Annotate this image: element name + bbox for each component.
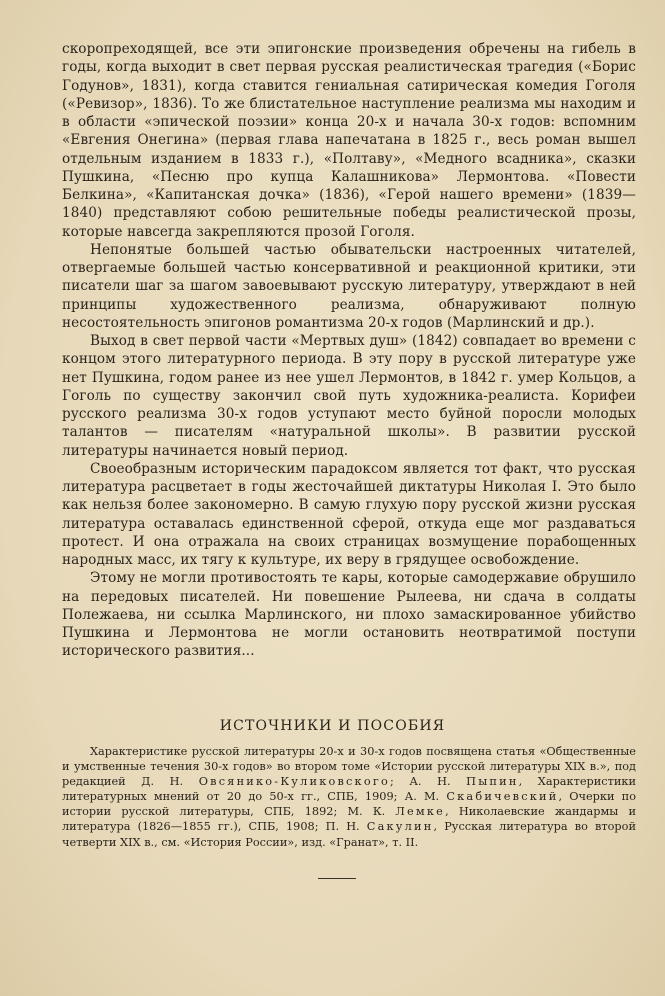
sources-paragraph (62, 744, 636, 850)
author-name: Овсянико-Куликовского (198, 775, 390, 789)
body-text (62, 40, 636, 661)
paragraph-2: Непонятые большей частью обывательски настроенных читателей, отвергаемые большей частью консервативной и реакционной критики, эти писатели шаг за шагом завоевывают русскую литературу, утверждают в ней принципы художественного реализма, обнаруживают полную несостоятельность эпигонов романтизма 20-х годов (Марлинский и др.). (62, 241, 636, 331)
author-name: Скабичевский (446, 790, 559, 804)
paragraph-4: Своеобразным историческим парадоксом является тот факт, что русская литература расцветает в годы жесточайшей диктатуры Николая I. Это было как нельзя более закономерно. В самую глухую пору русской жизни русская литература оставалась единственной сферой, откуда еще мог раздаваться протест. И она отражала на своих страницах возмущение порабощенных народных масс, их тягу к культуре, их веру в грядущее освобождение. (62, 460, 636, 568)
sources-text-6: , Русская литература во второй четверти XIX в., см. «История России», изд. «Гранат», т. II. (62, 820, 636, 849)
section-title: ИСТОЧНИКИ И ПОСОБИЯ (219, 718, 446, 734)
sources-text-1: Характеристике русской литературы 20-х и 30-х годов посвящена статья «Общественные и умственные течения 30-х годов» во втором томе «Истории русской литературы XIX в.», под редакцией Д. Н. (62, 745, 636, 789)
sources-text-2: ; А. Н. (389, 775, 467, 789)
sources-text-3: , Характеристики литературных мнений от 20 до 50-х гг., СПБ, 1909; А. М. (62, 775, 636, 804)
sources-text-4: , Очерки по истории русской литературы, СПБ, 1892; М. К. (62, 790, 637, 819)
author-name: Пыпин (466, 775, 519, 789)
sources-text-5: , Николаевские жандармы и литература (1826—1855 гг.), СПБ, 1908; П. Н. (62, 805, 636, 834)
author-name: Сакулин (366, 820, 434, 834)
sources-section (62, 744, 636, 850)
paragraph-1: скоропреходящей, все эти эпигонские произведения обречены на гибель в годы, когда выходит в свет первая русская реалистическая трагедия («Борис Годунов», 1831), когда ставится гениальная сатирическая комедия Гоголя («Ревизор», 1836). То же блистательное наступление реализма мы находим и в области «эпической поэзии» конца 20-х и начала 30-х годов: вспомним «Евгения Онегина» (первая глава напечатана в 1825 г., весь роман вышел отдельным изданием в 1833 г.), «Полтаву», «Медного всадника», сказки Пушкина, «Песню про купца Калашникова» Лермонтова. «Повести Белкина», «Капитанская дочка» (1836), «Герой нашего времени» (1839—1840) представляют собою решительные победы реалистической прозы, которые навсегда закрепляются прозой Гоголя. (62, 41, 636, 240)
paragraph-3: Выход в свет первой части «Мертвых душ» (1842) совпадает во времени с концом этого литературного периода. В эту пору в русской литературе уже нет Пушкина, годом ранее из нее ушел Лермонтов, в 1842 г. умер Кольцов, а Гоголь по существу закончил свой путь художника-реалиста. Корифеи русского реализма 30-х годов уступают место буйной поросли молодых талантов — писателям «натуральной школы». В развитии русской литературы начинается новый период. (62, 333, 636, 459)
end-divider (318, 878, 356, 879)
paragraph-5: Этому не могли противостоять те кары, которые самодержавие обрушило на передовых писателей. Ни повешение Рылеева, ни сдача в солдаты Полежаева, ни ссылка Марлинского, ни плохо замаскированное убийство Пушкина и Лермонтова не могли остановить неотвратимой поступи исторического развития... (62, 570, 636, 660)
author-name: Лемке (395, 805, 446, 819)
